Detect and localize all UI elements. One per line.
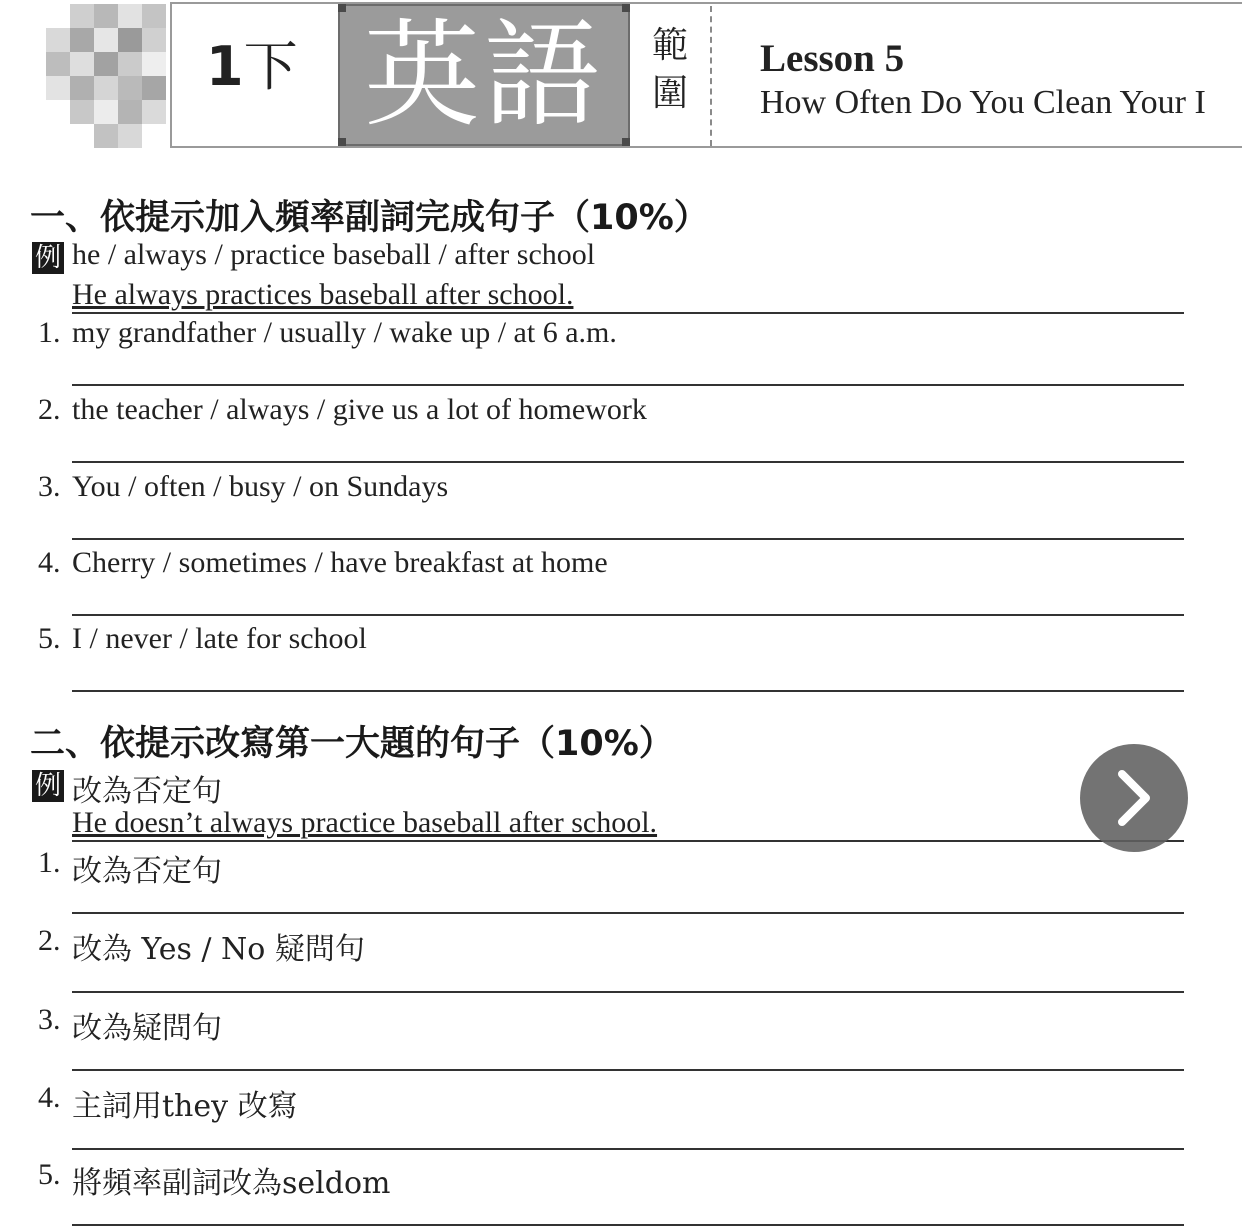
question-text: You / often / busy / on Sundays <box>72 470 449 503</box>
question-text: I / never / late for school <box>72 622 367 655</box>
grade-label <box>206 35 298 98</box>
next-page-button[interactable] <box>1080 744 1188 852</box>
answer-line[interactable] <box>72 614 1184 616</box>
question-text: 改為疑問句 <box>72 1011 222 1046</box>
question-text: Cherry / sometimes / have breakfast at home <box>72 546 608 579</box>
section-2-title: 二、依提示改寫第一大題的句子（10%） <box>30 724 674 764</box>
question-number: 5. <box>38 622 61 655</box>
example-answer-line <box>72 280 1184 314</box>
question-number: 3. <box>38 470 61 503</box>
question-number: 2. <box>38 393 61 426</box>
question-text: the teacher / always / give us a lot of homework <box>72 393 647 426</box>
grade-number: 1 <box>206 35 244 98</box>
answer-line[interactable] <box>72 690 1184 692</box>
question-number: 2. <box>38 924 61 957</box>
example-answer: He always practices baseball after school. <box>72 278 574 311</box>
scope-divider <box>710 6 712 146</box>
example-prompt: he / always / practice baseball / after school <box>72 238 596 271</box>
decorative-mosaic <box>46 4 172 148</box>
answer-line[interactable] <box>72 912 1184 914</box>
scope-char-1: 範 <box>651 25 688 66</box>
question-number: 1. <box>38 316 61 349</box>
example-badge: 例 <box>32 242 64 274</box>
question-number: 5. <box>38 1158 61 1191</box>
grade-level: 下 <box>243 35 298 98</box>
answer-line[interactable] <box>72 1148 1184 1150</box>
question-number: 3. <box>38 1003 61 1036</box>
answer-line[interactable] <box>72 991 1184 993</box>
question-number: 4. <box>38 546 61 579</box>
section-1-title: 一、依提示加入頻率副詞完成句子（10%） <box>30 198 709 238</box>
question-text: 將頻率副詞改為seldom <box>72 1166 391 1201</box>
example-prompt: 改為否定句 <box>72 774 222 809</box>
lesson-title: How Often Do You Clean Your I <box>760 84 1206 121</box>
answer-line[interactable] <box>72 384 1184 386</box>
question-number: 4. <box>38 1081 61 1114</box>
scope-char-2: 圍 <box>651 73 688 114</box>
question-text: my grandfather / usually / wake up / at 6 a.m. <box>72 316 617 349</box>
subject-banner <box>338 4 630 146</box>
subject-title: 英語 <box>364 8 604 143</box>
example-badge: 例 <box>32 770 64 802</box>
question-text: 改為 Yes / No 疑問句 <box>72 932 365 967</box>
answer-line[interactable] <box>72 461 1184 463</box>
answer-line[interactable] <box>72 1224 1184 1226</box>
question-number: 1. <box>38 846 61 879</box>
worksheet-header <box>0 0 1242 152</box>
question-text: 主詞用they 改寫 <box>72 1089 298 1124</box>
lesson-number: Lesson 5 <box>760 37 905 80</box>
question-text: 改為否定句 <box>72 854 222 889</box>
header-frame <box>170 2 1242 148</box>
chevron-right-icon <box>1080 744 1188 852</box>
scope-label <box>648 22 692 118</box>
example-answer: He doesn’t always practice baseball after school. <box>72 806 658 839</box>
example-answer-line <box>72 808 1184 842</box>
answer-line[interactable] <box>72 538 1184 540</box>
answer-line[interactable] <box>72 1069 1184 1071</box>
